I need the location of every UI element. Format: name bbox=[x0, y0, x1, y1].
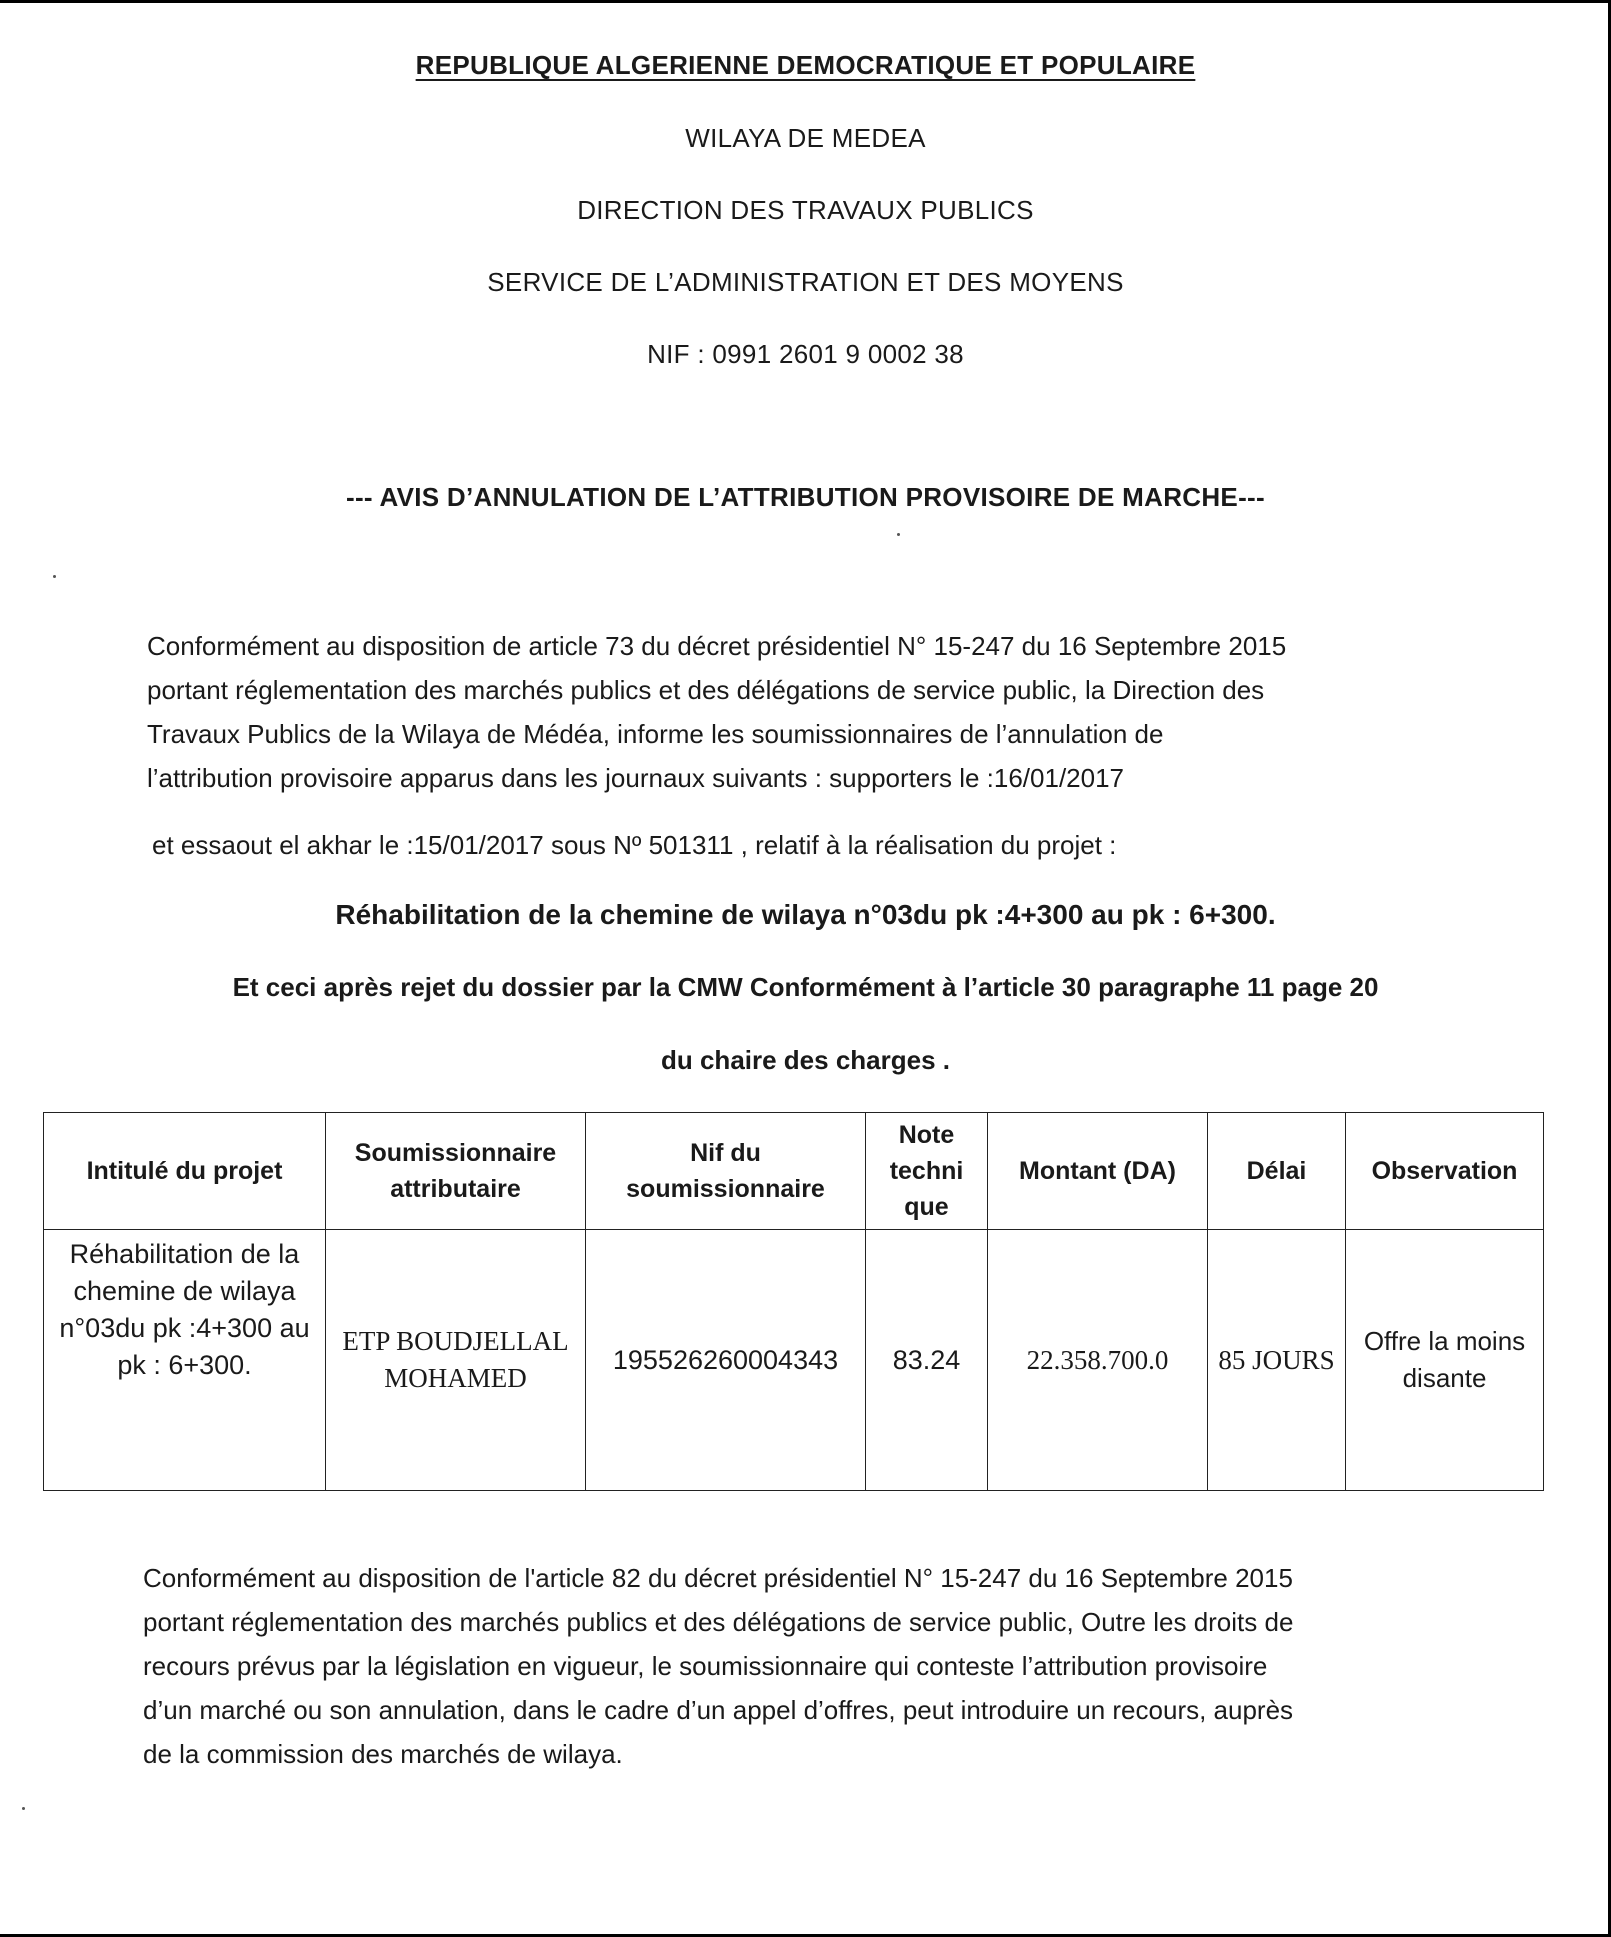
intro-paragraph bbox=[147, 624, 1407, 800]
intro-line: l’attribution provisoire apparus dans les journaux suivants : supporters le :16/01/2017 bbox=[147, 763, 1125, 793]
closing-paragraph bbox=[143, 1556, 1433, 1776]
intro-line: Travaux Publics de la Wilaya de Médéa, informe les soumissionnaires de l’annulation de bbox=[147, 719, 1164, 749]
essaout-line: et essaout el akhar le :15/01/2017 sous Nº 501311 , relatif à la réalisation du projet : bbox=[152, 830, 1117, 860]
cell-nif: 195526260004343 bbox=[586, 1230, 866, 1491]
header-note: Note techni que bbox=[866, 1113, 988, 1230]
cell-montant: 22.358.700.0 bbox=[988, 1230, 1208, 1491]
scan-speck bbox=[53, 575, 56, 578]
cell-observation: Offre la moins disante bbox=[1346, 1230, 1544, 1491]
rejet-line-1: Et ceci après rejet du dossier par la CMW Conformément à l’article 30 paragraphe 11 page 20 bbox=[232, 972, 1379, 1002]
cell-projet: Réhabilitation de la chemine de wilaya n°03du pk :4+300 au pk : 6+300. bbox=[44, 1230, 326, 1491]
closing-line: portant réglementation des marchés publics et des délégations de service public, Outre les droits de bbox=[143, 1607, 1294, 1637]
header-observation: Observation bbox=[1346, 1113, 1544, 1230]
closing-line: de la commission des marchés de wilaya. bbox=[143, 1739, 623, 1769]
closing-line: recours prévus par la législation en vigueur, le soumissionnaire qui conteste l’attribution provisoire bbox=[143, 1651, 1268, 1681]
wilaya-heading: WILAYA DE MEDEA bbox=[685, 123, 926, 153]
direction-heading: DIRECTION DES TRAVAUX PUBLICS bbox=[577, 195, 1034, 225]
closing-line: Conformément au disposition de l'article 82 du décret présidentiel N° 15-247 du 16 Septembre 2015 bbox=[143, 1563, 1293, 1593]
avis-title: --- AVIS D’ANNULATION DE L’ATTRIBUTION PROVISOIRE DE MARCHE--- bbox=[346, 482, 1265, 512]
table-header-row bbox=[44, 1113, 1544, 1230]
header-delai: Délai bbox=[1208, 1113, 1346, 1230]
header-soumissionnaire: Soumissionnaire attributaire bbox=[326, 1113, 586, 1230]
nif-heading: NIF : 0991 2601 9 0002 38 bbox=[647, 339, 964, 369]
page-border-top bbox=[0, 0, 1611, 3]
table-row bbox=[44, 1230, 1544, 1491]
cell-soumissionnaire: ETP BOUDJELLAL MOHAMED bbox=[326, 1230, 586, 1491]
intro-line: Conformément au disposition de article 73 du décret présidentiel N° 15-247 du 16 Septembre 2015 bbox=[147, 631, 1287, 661]
header-montant: Montant (DA) bbox=[988, 1113, 1208, 1230]
cell-note: 83.24 bbox=[866, 1230, 988, 1491]
closing-line: d’un marché ou son annulation, dans le cadre d’un appel d’offres, peut introduire un recours, auprès bbox=[143, 1695, 1294, 1725]
header-projet: Intitulé du projet bbox=[44, 1113, 326, 1230]
cell-delai: 85 JOURS bbox=[1208, 1230, 1346, 1491]
scan-speck bbox=[897, 533, 900, 536]
intro-line: portant réglementation des marchés publics et des délégations de service public, la Direction des bbox=[147, 675, 1265, 705]
republique-heading: REPUBLIQUE ALGERIENNE DEMOCRATIQUE ET POPULAIRE bbox=[415, 50, 1196, 80]
project-title: Réhabilitation de la chemine de wilaya n°03du pk :4+300 au pk : 6+300. bbox=[335, 899, 1276, 930]
header-nif: Nif du soumissionnaire bbox=[586, 1113, 866, 1230]
rejet-line-2: du chaire des charges . bbox=[660, 1045, 950, 1075]
service-heading: SERVICE DE L’ADMINISTRATION ET DES MOYENS bbox=[487, 267, 1124, 297]
scan-speck bbox=[22, 1807, 25, 1810]
attribution-table bbox=[43, 1112, 1544, 1491]
